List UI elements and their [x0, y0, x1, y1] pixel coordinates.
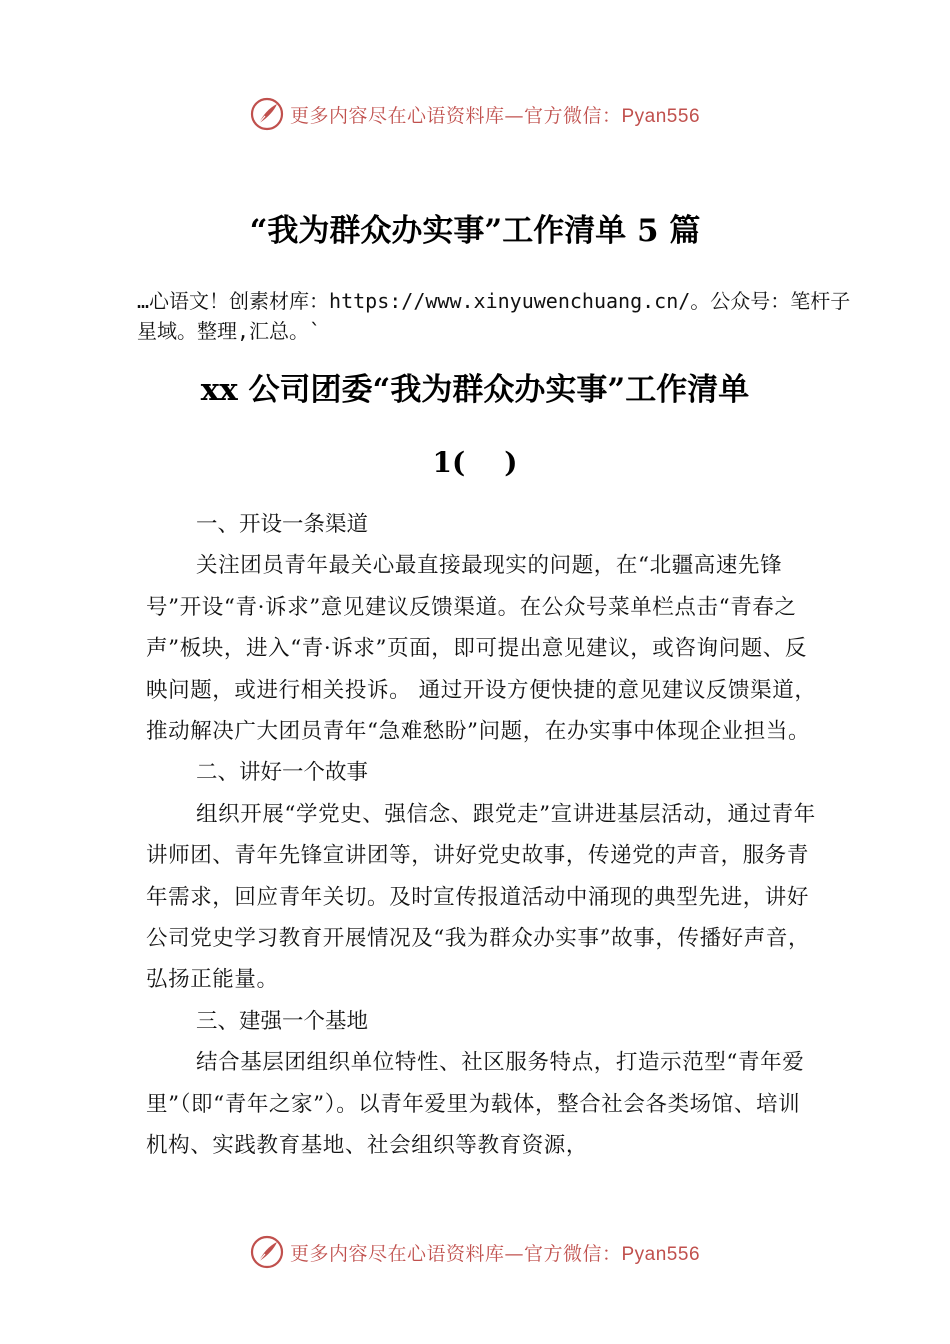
heading-3: 三、建强一个基地: [196, 1008, 369, 1034]
heading-1: 一、开设一条渠道: [196, 512, 369, 537]
document-title: “我为群众办实事”工作清单 5 篇: [249, 213, 701, 249]
watermark-text: 更多内容尽在心语资料库—官方微信：Pyan556: [289, 1242, 701, 1265]
source-note: …心语文！创素材库：https://www.xinyuwenchuang.cn/。公众号：笔杆子星域。整理,汇总。`: [137, 289, 851, 343]
footer-watermark: [0, 1232, 950, 1272]
paragraph-2: 组织开展“学党史、强信念、跟党走”宣讲进基层活动，通过青年讲师团、青年先锋宣讲团等，讲好党史故事，传递党的声音，服务青年需求，回应青年关切。及时宣传报道活动中涌现的典型先进，讲好公司党史学习教育开展情况及“我为群众办实事”故事，传播好声音，弘扬正能量。: [146, 801, 816, 993]
paragraph-3: 结合基层团组织单位特性、社区服务特点，打造示范型“青年爱里”（即“青年之家”）。以青年爱里为载体，整合社会各类场馆、培训机构、实践教育基地、社会组织等教育资源，: [146, 1050, 805, 1159]
heading-2: 二、讲好一个故事: [196, 760, 369, 786]
section-title: xx 公司团委“我为群众办实事”工作清单: [200, 372, 750, 408]
article-number: 1( ): [432, 446, 518, 479]
paragraph-1: 关注团员青年最关心最直接最现实的问题，在“北疆高速先锋号”开设“青·诉求”意见建议反馈渠道。在公众号菜单栏点击“青春之声”板块，进入“青·诉求”页面，即可提出意见建议，或咨询问题、反映问题，或进行相关投诉。 通过开设方便快捷的意见建议反馈渠道，推动解决广大团员青年“急难愁盼”问题，在办实事中体现企业担当。: [146, 553, 817, 745]
watermark-text: 更多内容尽在心语资料库—官方微信：Pyan556: [289, 104, 701, 127]
quill-logo-icon: [250, 97, 284, 131]
document-body: [146, 504, 818, 1167]
header-watermark: [0, 94, 950, 134]
quill-logo-icon: [250, 1235, 284, 1269]
